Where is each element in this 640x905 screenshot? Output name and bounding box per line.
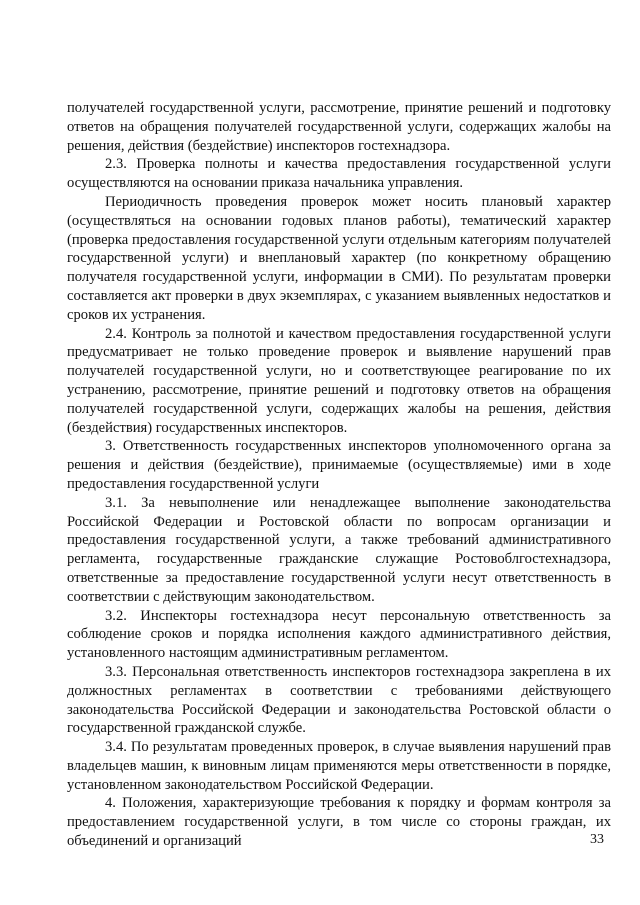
paragraph-continuation: получателей государственной услуги, рассмотрение, принятие решений и подготовку ответов на обращения получателей государственной услуги, содержащих жалобы на решения, действия (бездействие) инспекторов гостехнадзора. (67, 100, 611, 154)
paragraph-periodicity: Периодичность проведения проверок может носить плановый характер (осуществляться на основании годовых планов работы), тематический характер (проверка предоставления государственной услуги отдельным категориям получателей государственной услуги) и внеплановый характер (по конкретному обращению получателя государственной услуги, информации в СМИ). По результатам проверки составляется акт проверки в двух экземплярах, с указанием выявленных недостатков и сроков их устранения. (67, 193, 611, 323)
paragraph-3-1: 3.1. За невыполнение или ненадлежащее выполнение законодательства Российской Федерации и Ростовской области по вопросам организации и предоставления государственной услуги, а также требований административного регламента, государственные гражданские служащие Ростовоблгостехнадзора, ответственные за предоставление государственной услуги несут ответственность в соответствии с действующим законодательством. (67, 494, 611, 605)
paragraph-3-4: 3.4. По результатам проведенных проверок, в случае выявления нарушений прав владельцев машин, к виновным лицам применяются меры ответственности в порядке, установленном законодательством Российской Федерации. (67, 739, 611, 793)
section-heading-4: 4. Положения, характеризующие требования к порядку и формам контроля за предоставлением государственной услуги, в том числе со стороны граждан, их объединений и организаций (67, 795, 611, 850)
paragraph-3-3: 3.3. Персональная ответственность инспекторов гостехнадзора закреплена в их должностных регламентах в соответствии с требованиями действующего законодательства Российской Федерации и законодательства Ростовской области о государственной гражданской службе. (67, 663, 611, 737)
paragraph-3-2: 3.2. Инспекторы гостехнадзора несут персональную ответственность за соблюдение сроков и порядка исполнения каждого административного действия, установленного настоящим административным регламентом. (67, 607, 611, 662)
paragraph-2-4: 2.4. Контроль за полнотой и качеством предоставления государственной услуги предусматривает не только проведение проверок и выявление нарушений прав получателей государственной услуги, но и соответствующее реагирование по их устранению, рассмотрение, принятие решений и подготовку ответов на обращения получателей государственной услуги, содержащих жалобы на решения, действия (бездействия) государственных инспекторов. (67, 325, 611, 436)
section-heading-3: 3. Ответственность государственных инспекторов уполномоченного органа за решения и действия (бездействие), принимаемые (осуществляемые) ими в ходе предоставления государственной услуги (67, 438, 611, 492)
document-body (67, 99, 611, 851)
paragraph-2-3: 2.3. Проверка полноты и качества предоставления государственной услуги осуществляются на основании приказа начальника управления. (67, 156, 611, 192)
page-number: 33 (590, 832, 604, 847)
